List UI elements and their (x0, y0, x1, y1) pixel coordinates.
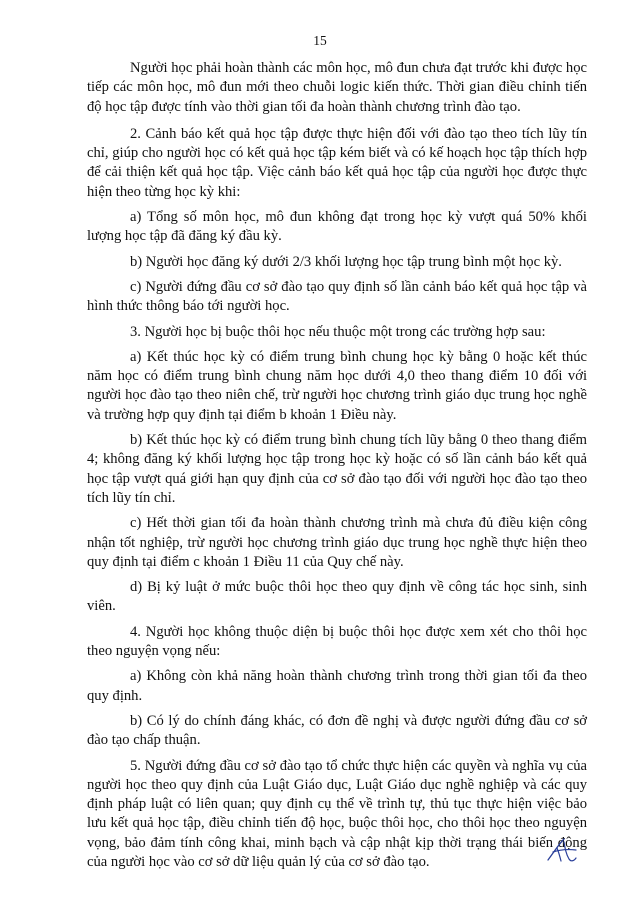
paragraph: 5. Người đứng đầu cơ sở đào tạo tổ chức thực hiện các quyền và nghĩa vụ của người học theo quy định của Luật Giáo dục, Luật Giáo dục nghề nghiệp và các quy định pháp luật có liên quan; quy định cụ thể về trình tự, thủ tục thực hiện việc bảo lưu kết quả học tập, điều chỉnh tiến độ học, buộc thôi học, cho thôi học theo nguyện vọng, bảo đảm tính công khai, minh bạch và cập nhật kịp thời trạng thái biến động của người học vào cơ sở dữ liệu quản lý của cơ sở đào tạo. (87, 757, 587, 870)
paragraph: a) Tổng số môn học, mô đun không đạt trong học kỳ vượt quá 50% khối lượng học tập đã đăng ký đầu kỳ. (87, 209, 587, 245)
paragraph: a) Kết thúc học kỳ có điểm trung bình chung học kỳ bằng 0 hoặc kết thúc năm học có điểm trung bình chung năm học dưới 4,0 theo thang điểm 10 đối với người học đào tạo theo niên chế, trừ người học chương trình giáo dục trung học nghề và trường hợp quy định tại điểm b khoản 1 Điều này. (87, 348, 587, 423)
initials-signature (545, 836, 579, 866)
paragraph: 3. Người học bị buộc thôi học nếu thuộc một trong các trường hợp sau: (130, 323, 546, 340)
paragraph: c) Người đứng đầu cơ sở đào tạo quy định số lần cảnh báo kết quả học tập và hình thức thông báo tới người học. (87, 278, 587, 315)
paragraph: Người học phải hoàn thành các môn học, mô đun chưa đạt trước khi được học tiếp các môn học, mô đun mới theo chuỗi logic kiến thức. Thời gian điều chỉnh tiến độ học tập được tính vào thời gian tối đa hoàn thành chương trình đào tạo. (87, 60, 587, 115)
page-number: 15 (313, 33, 327, 48)
document-body (87, 59, 587, 878)
paragraph: 4. Người học không thuộc diện bị buộc thôi học được xem xét cho thôi học theo nguyện vọng nếu: (87, 623, 587, 660)
paragraph: b) Kết thúc học kỳ có điểm trung bình chung tích lũy bằng 0 theo thang điểm 4; không đăng ký khối lượng học tập trong học kỳ hoặc có số lần cảnh báo kết quả học tập vượt quá giới hạn quy định của cơ sở đào tạo đối với người học đào tạo theo tích lũy tín chỉ. (87, 432, 587, 506)
paragraph: b) Có lý do chính đáng khác, có đơn đề nghị và được người đứng đầu cơ sở đào tạo chấp thuận. (87, 712, 587, 749)
paragraph: c) Hết thời gian tối đa hoàn thành chương trình mà chưa đủ điều kiện công nhận tốt nghiệp, trừ người học chương trình giáo dục trung học nghề thực hiện theo quy định tại điểm c khoản 1 Điều 11 của Quy chế này. (87, 515, 587, 570)
paragraph: a) Không còn khả năng hoàn thành chương trình trong thời gian tối đa theo quy định. (87, 668, 587, 704)
paragraph: 2. Cảnh báo kết quả học tập được thực hiện đối với đào tạo theo tích lũy tín chỉ, giúp cho người học có kết quả học tập kém biết và có kế hoạch học tập thích hợp để cải thiện kết quả học tập. Việc cảnh báo kết quả học tập của người học được thực hiện theo từng học kỳ khi: (87, 125, 587, 200)
paragraph: b) Người học đăng ký dưới 2/3 khối lượng học tập trung bình một học kỳ. (130, 253, 562, 270)
paragraph: d) Bị kỷ luật ở mức buộc thôi học theo quy định về công tác học sinh, sinh viên. (87, 579, 587, 615)
